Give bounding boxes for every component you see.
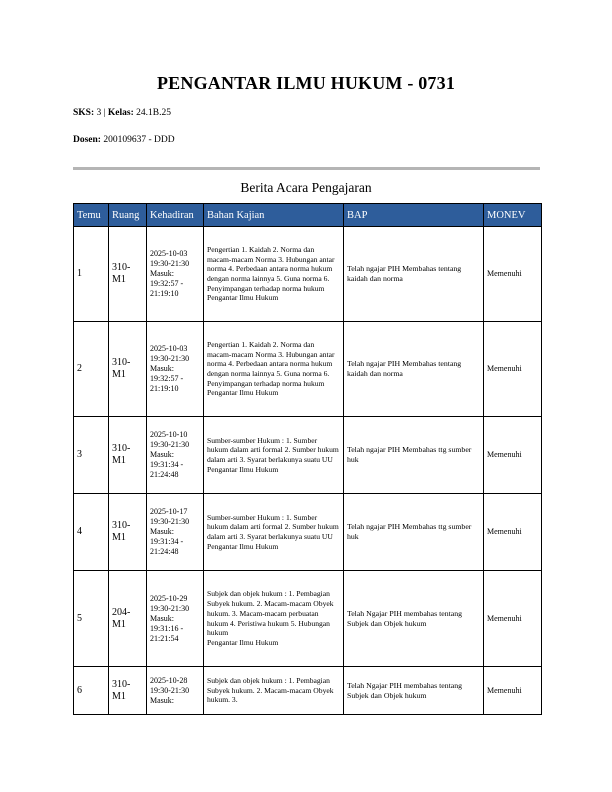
cell-temu: 6 [74,667,109,715]
col-header-bahan-kajian: Bahan Kajian [204,204,344,227]
cell-bap: Telah ngajar PIH Membahas tentang kaidah dan norma [344,322,484,417]
attendance-actual: 19:32:57 - 21:19:10 [150,374,184,393]
col-header-monev: MONEV [484,204,542,227]
cell-ruang: 310-M1 [109,494,147,571]
dosen-value: 200109637 - DDD [103,135,175,145]
cell-bahan-kajian [204,667,344,715]
col-header-bap: BAP [344,204,484,227]
attendance-schedule: 19:30-21:30 [150,440,190,449]
cell-bahan-kajian [204,322,344,417]
course-name: Pengantar Ilmu Hukum [207,464,279,474]
divider [73,167,540,170]
kelas-value: 24.1B.25 [136,108,171,118]
cell-kehadiran [147,494,204,571]
cell-temu: 3 [74,417,109,494]
attendance-masuk-label: Masuk: [150,269,174,278]
course-name: Pengantar Ilmu Hukum [207,293,279,303]
cell-bahan-kajian [204,494,344,571]
attendance-masuk-label: Masuk: [150,695,174,705]
attendance-schedule: 19:30-21:30 [150,354,190,363]
table-row [74,571,542,667]
topic-text: Sumber-sumber Hukum : 1. Sumber hukum dalam arti formal 2. Sumber hukum dalam arti 3. Syarat berlakunya suatu UU [207,435,339,464]
attendance-actual: 19:32:57 - 21:19:10 [150,279,184,298]
attendance-schedule: 19:30-21:30 [150,259,190,268]
table-row [74,322,542,417]
teaching-record-table [73,203,542,715]
attendance-schedule: 19:30-21:30 [150,603,190,613]
cell-ruang: 310-M1 [109,417,147,494]
cell-temu: 5 [74,571,109,667]
cell-ruang: 310-M1 [109,227,147,322]
attendance-masuk-label: Masuk: [150,450,174,459]
cell-temu: 4 [74,494,109,571]
course-title: PENGANTAR ILMU HUKUM - 0731 [156,73,456,93]
table-row [74,667,542,715]
cell-ruang: 310-M1 [109,667,147,715]
course-name: Pengantar Ilmu Hukum [207,541,279,551]
cell-monev: Memenuhi [484,494,542,571]
attendance-masuk-label: Masuk: [150,364,174,373]
attendance-date: 2025-10-29 [150,593,188,603]
cell-bap: Telah ngajar PIH Membahas ttg sumber huk [344,494,484,571]
meta-separator: | [103,108,106,118]
cell-kehadiran [147,322,204,417]
col-header-kehadiran: Kehadiran [147,204,204,227]
attendance-actual: 19:31:16 - 21:21:54 [150,623,184,643]
table-row [74,417,542,494]
course-name: Pengantar Ilmu Hukum [207,637,279,647]
cell-monev: Memenuhi [484,227,542,322]
sks-label: SKS: [73,108,95,118]
cell-kehadiran [147,571,204,667]
course-name: Pengantar Ilmu Hukum [207,388,279,398]
attendance-date: 2025-10-28 [150,675,188,685]
section-title: Berita Acara Pengajaran [240,180,372,195]
cell-monev: Memenuhi [484,571,542,667]
cell-bap: Telah ngajar PIH Membahas tentang kaidah dan norma [344,227,484,322]
attendance-schedule: 19:30-21:30 [150,685,190,695]
cell-temu: 2 [74,322,109,417]
cell-kehadiran [147,227,204,322]
course-meta [73,108,171,118]
cell-monev: Memenuhi [484,667,542,715]
attendance-actual: 19:31:34 - 21:24:48 [150,537,184,556]
kelas-label: Kelas: [107,108,134,118]
attendance-schedule: 19:30-21:30 [150,517,190,526]
topic-text: Subjek dan objek hukum : 1. Pembagian Subyek hukum. 2. Macam-macam Obyek hukum. 3. [207,675,334,705]
cell-kehadiran [147,667,204,715]
lecturer-info [73,135,175,145]
cell-monev: Memenuhi [484,417,542,494]
cell-ruang: 310-M1 [109,322,147,417]
cell-bahan-kajian [204,227,344,322]
cell-ruang: 204-M1 [109,571,147,667]
attendance-date: 2025-10-10 [150,430,188,439]
table-row [74,494,542,571]
attendance-masuk-label: Masuk: [150,527,174,536]
col-header-temu: Temu [74,204,109,227]
cell-bap: Telah Ngajar PIH membahas tentang Subjek dan Objek hukum [344,571,484,667]
col-header-ruang: Ruang [109,204,147,227]
attendance-masuk-label: Masuk: [150,613,174,623]
cell-bahan-kajian [204,417,344,494]
topic-text: Sumber-sumber Hukum : 1. Sumber hukum dalam arti formal 2. Sumber hukum dalam arti 3. Syarat berlakunya suatu UU [207,512,339,541]
cell-bahan-kajian [204,571,344,667]
attendance-actual: 19:31:34 - 21:24:48 [150,460,184,479]
cell-bap: Telah ngajar PIH Membahas ttg sumber huk [344,417,484,494]
topic-text: Pengertian 1. Kaidah 2. Norma dan macam-macam Norma 3. Hubungan antar norma 4. Perbedaan antara norma hukum dengan norma lainnya 5. Guna norma 6. Penyimpangan terhadap norma hukum [207,244,335,293]
dosen-label: Dosen: [73,135,101,145]
sks-value: 3 [96,108,102,118]
table-row [74,227,542,322]
attendance-date: 2025-10-17 [150,507,188,516]
topic-text: Pengertian 1. Kaidah 2. Norma dan macam-macam Norma 3. Hubungan antar norma 4. Perbedaan antara norma hukum dengan norma lainnya 5. Guna norma 6. Penyimpangan terhadap norma hukum [207,339,335,388]
cell-temu: 1 [74,227,109,322]
attendance-date: 2025-10-03 [150,344,188,353]
cell-kehadiran [147,417,204,494]
attendance-date: 2025-10-03 [150,249,188,258]
cell-monev: Memenuhi [484,322,542,417]
topic-text: Subjek dan objek hukum : 1. Pembagian Subyek hukum. 2. Macam-macam Obyek hukum. 3. Macam-macam perbuatan hukum 4. Peristiwa hukum 5. Hubungan hukum [207,589,334,638]
table-header-row [74,204,542,227]
cell-bap: Telah Ngajar PIH membahas tentang Subjek dan Objek hukum [344,667,484,715]
